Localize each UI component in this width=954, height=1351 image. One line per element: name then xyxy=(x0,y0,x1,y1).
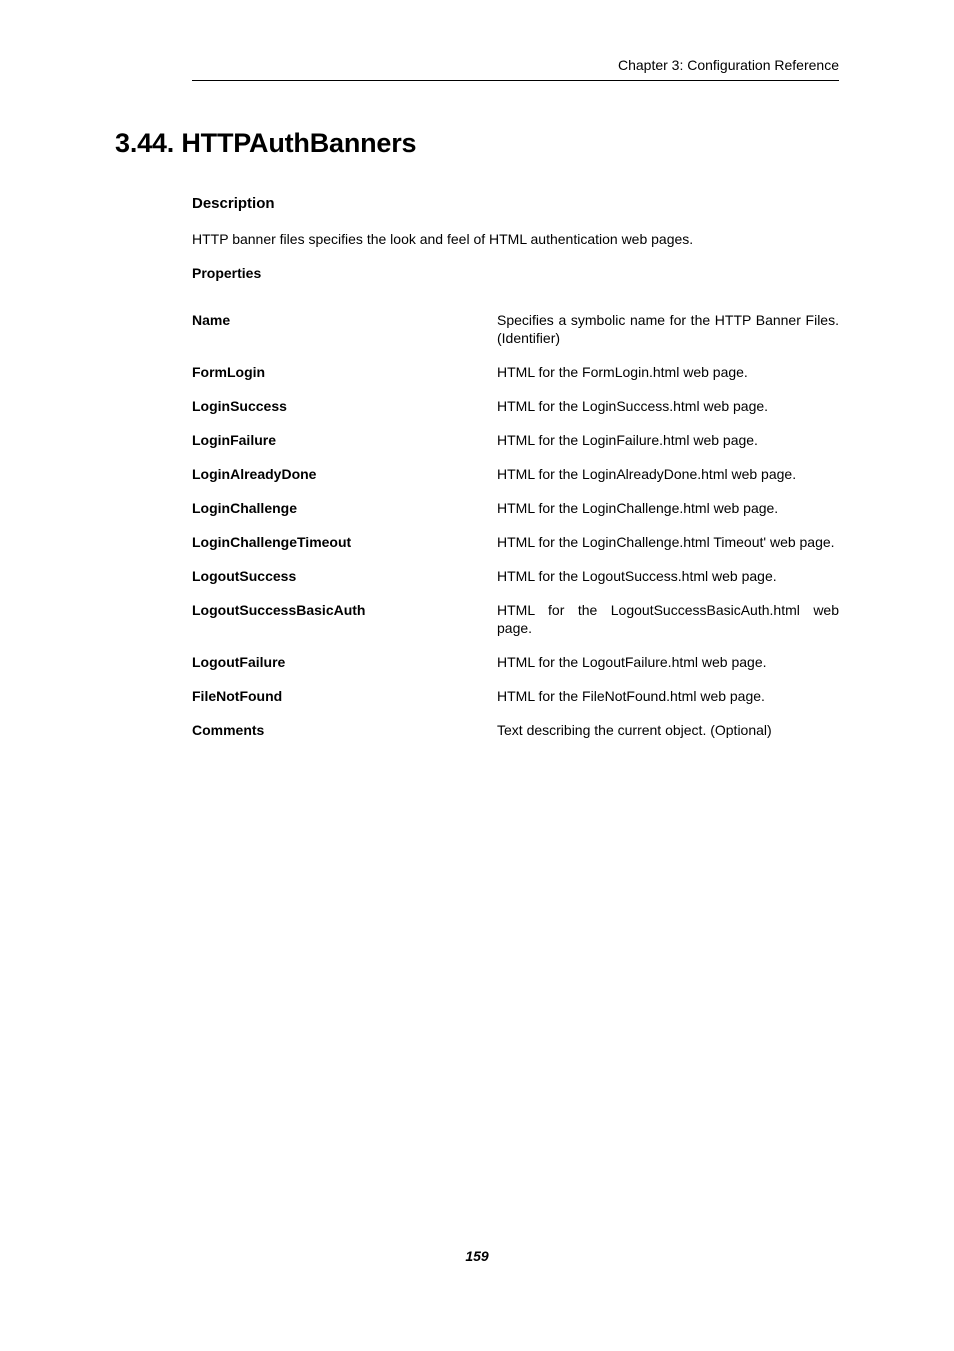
property-row xyxy=(192,311,839,347)
description-heading: Description xyxy=(192,195,275,212)
properties-heading: Properties xyxy=(192,265,262,281)
property-row xyxy=(192,533,839,551)
property-description: HTML for the LogoutFailure.html web page. xyxy=(497,654,767,670)
property-row xyxy=(192,653,839,671)
property-description: HTML for the LogoutSuccess.html web page. xyxy=(497,568,777,584)
section-body xyxy=(192,194,839,755)
property-row xyxy=(192,431,839,449)
section-title: 3.44. HTTPAuthBanners xyxy=(115,128,417,158)
property-name: LogoutSuccessBasicAuth xyxy=(192,602,366,618)
property-name: Name xyxy=(192,312,231,328)
chapter-title: Chapter 3: Configuration Reference xyxy=(617,57,839,73)
property-description: HTML for the FormLogin.html web page. xyxy=(497,364,748,380)
property-description: Text describing the current object. (Optional) xyxy=(497,722,772,738)
property-name: LoginChallenge xyxy=(192,500,297,516)
property-description: HTML for the LoginSuccess.html web page. xyxy=(497,398,769,414)
property-list xyxy=(192,311,839,739)
property-name: LoginAlreadyDone xyxy=(192,466,317,482)
property-description: HTML for the LoginAlreadyDone.html web page. xyxy=(497,466,797,482)
property-description: HTML for the LoginChallenge.html web page. xyxy=(497,500,779,516)
property-name: FormLogin xyxy=(192,364,266,380)
property-name: LogoutFailure xyxy=(192,654,286,670)
property-name: LogoutSuccess xyxy=(192,568,297,584)
description-text: HTTP banner files specifies the look and feel of HTML authentication web pages. xyxy=(192,231,694,247)
page-number: 159 xyxy=(465,1248,489,1264)
property-name: Comments xyxy=(192,722,265,738)
property-row xyxy=(192,567,839,585)
property-row xyxy=(192,397,839,415)
property-description: HTML for the LoginFailure.html web page. xyxy=(497,432,758,448)
property-row xyxy=(192,465,839,483)
property-name: LoginSuccess xyxy=(192,398,287,414)
property-name: LoginChallengeTimeout xyxy=(192,534,352,550)
property-row xyxy=(192,721,839,739)
property-row xyxy=(192,499,839,517)
property-description: HTML for the LogoutSuccessBasicAuth.html web page. xyxy=(497,602,839,636)
property-description: HTML for the LoginChallenge.html Timeout' web page. xyxy=(497,534,835,550)
property-row xyxy=(192,687,839,705)
property-row xyxy=(192,601,839,637)
property-row xyxy=(192,363,839,381)
property-description: HTML for the FileNotFound.html web page. xyxy=(497,688,765,704)
running-header xyxy=(192,56,839,81)
property-description: Specifies a symbolic name for the HTTP Banner Files. (Identifier) xyxy=(497,312,839,346)
property-name: FileNotFound xyxy=(192,688,283,704)
property-name: LoginFailure xyxy=(192,432,276,448)
